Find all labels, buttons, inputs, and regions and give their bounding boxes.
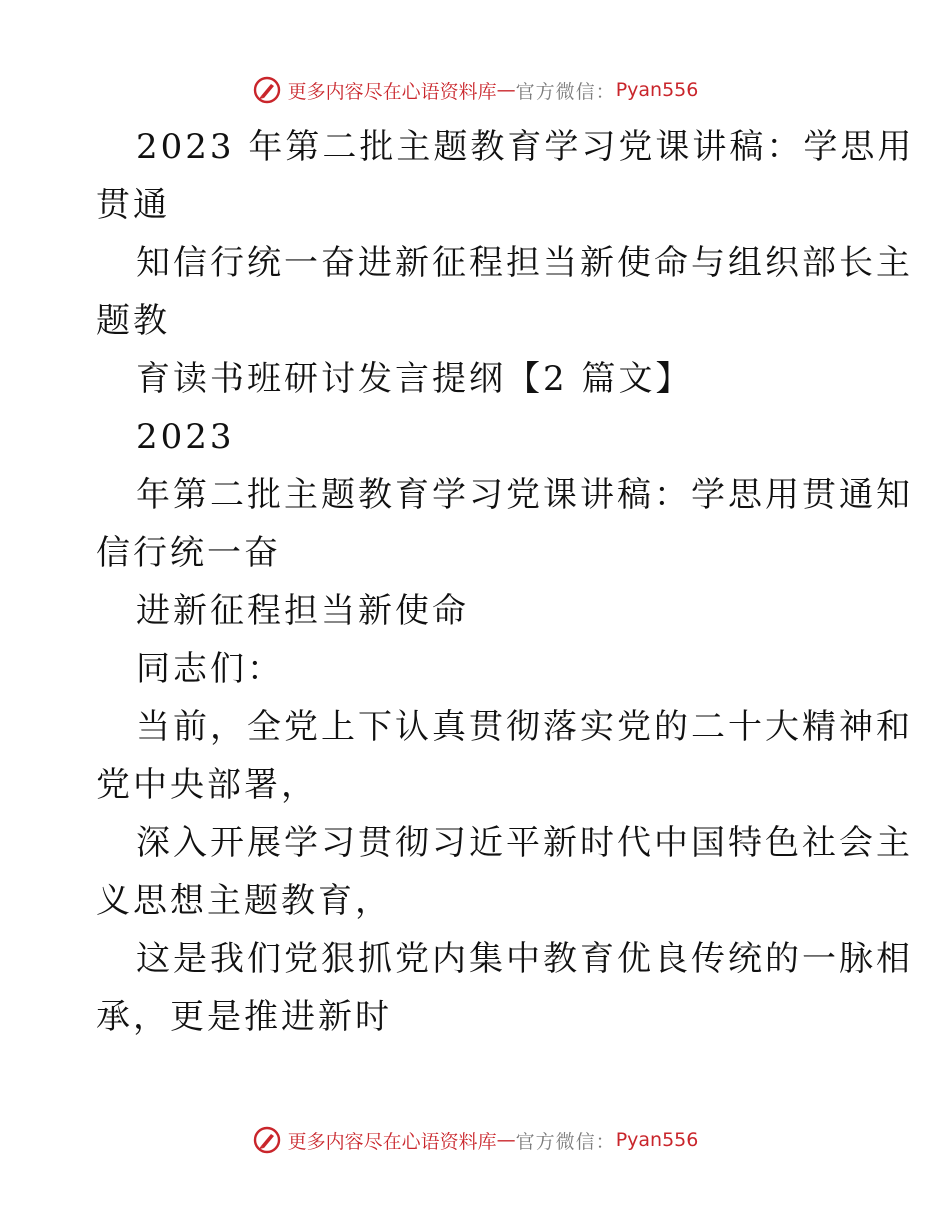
watermark-wechat-id: Pyan556 bbox=[615, 1129, 699, 1151]
title-line-5: 育读书班研讨发言提纲【2 篇文】 bbox=[136, 359, 693, 399]
salutation: 同志们： bbox=[136, 649, 284, 689]
watermark-separator: — bbox=[496, 1129, 516, 1151]
subtitle-line-1: 2023 bbox=[136, 417, 235, 457]
document-body bbox=[0, 118, 950, 1046]
watermark-separator: — bbox=[496, 79, 516, 101]
watermark-brand: 更多内容尽在心语资料库 bbox=[287, 80, 497, 103]
paragraph-line-3: 深入开展学习贯彻习近平新时代中国特色社会主 bbox=[136, 823, 913, 863]
paragraph-line-5: 这是我们党狠抓党内集中教育优良传统的一脉相 bbox=[136, 939, 913, 979]
watermark-brand: 更多内容尽在心语资料库 bbox=[287, 1130, 497, 1153]
title-line-3: 知信行统一奋进新征程担当新使命与组织部长主 bbox=[136, 243, 913, 283]
watermark-footer bbox=[0, 1122, 950, 1158]
title-line-1: 2023 年第二批主题教育学习党课讲稿：学思用 bbox=[136, 127, 915, 167]
paragraph-line-6: 承，更是推进新时 bbox=[96, 997, 392, 1037]
watermark-wechat-id: Pyan556 bbox=[615, 79, 699, 101]
title-line-2: 贯通 bbox=[96, 185, 170, 225]
subtitle-line-2: 年第二批主题教育学习党课讲稿：学思用贯通知 bbox=[136, 475, 913, 515]
watermark-label: 官方微信： bbox=[515, 1130, 616, 1153]
paragraph-line-2: 党中央部署， bbox=[96, 765, 318, 805]
subtitle-line-4: 进新征程担当新使命 bbox=[136, 591, 469, 631]
watermark-label: 官方微信： bbox=[515, 80, 616, 103]
subtitle-line-3: 信行统一奋 bbox=[96, 533, 281, 573]
paragraph-line-1: 当前，全党上下认真贯彻落实党的二十大精神和 bbox=[136, 707, 913, 747]
watermark-header bbox=[0, 72, 950, 108]
paragraph-line-4: 义思想主题教育， bbox=[96, 881, 392, 921]
pen-logo-icon bbox=[252, 1125, 282, 1155]
pen-logo-icon bbox=[252, 75, 282, 105]
title-line-4: 题教 bbox=[96, 301, 170, 341]
